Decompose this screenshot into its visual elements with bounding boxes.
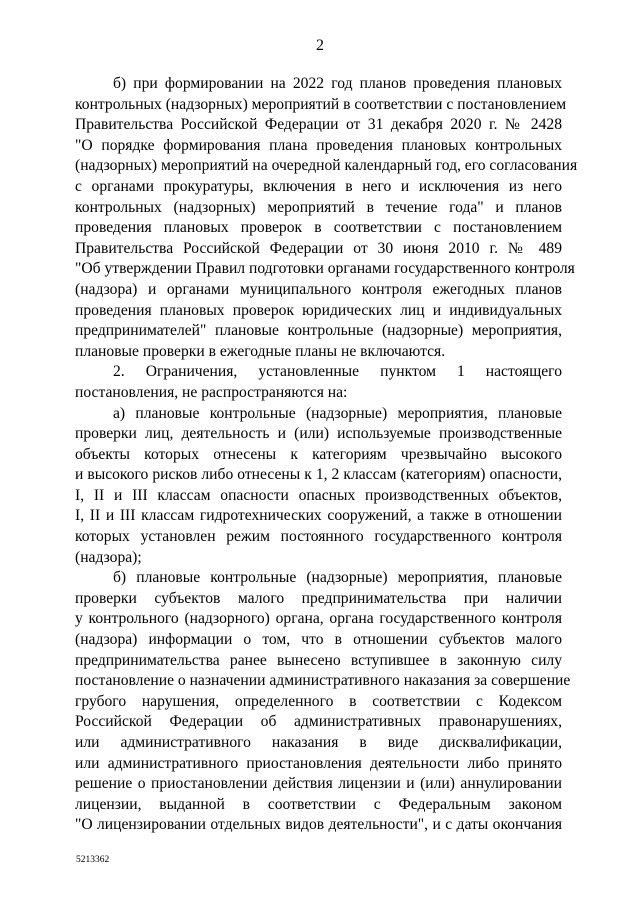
text-line: проверки субъектов малого предпринимательства при наличии [75,589,562,607]
text-line: (надзора) и органами муниципального контроля ежегодных планов [75,280,562,298]
text-line: (надзорных) мероприятий на очередной календарный год, его согласования [75,157,578,175]
text-line: б) плановые контрольные (надзорные) мероприятия, плановые [113,569,562,587]
text-line: и высокого рисков либо отнесены к 1, 2 классам (категориям) опасности, [75,466,562,484]
text-line: лицензии, выданной в соответствии с Федеральным законом [75,795,562,813]
document-code: 5213362 [76,855,110,865]
text-line: Правительства Российской Федерации от 30 июня 2010 г. № 489 [75,239,562,257]
text-line: предпринимателей" плановые контрольные (надзорные) мероприятия, [75,322,562,340]
text-line: Правительства Российской Федерации от 31 декабря 2020 г. № 2428 [75,116,562,134]
text-line: б) при формировании на 2022 год планов проведения плановых [113,75,562,92]
text-line: постановление о назначении административного наказания за совершение [75,672,571,690]
text-line: или административного наказания в виде дисквалификации, [75,734,562,751]
text-line: проведения плановых проверок юридических лиц и индивидуальных [75,301,562,319]
text-line: или административного приостановления деятельности либо принято [75,754,562,772]
text-line: постановления, не распространяются на: [75,383,348,401]
paragraph-2b-small-business [75,568,571,836]
text-line: (надзора) информации о том, что в отношении субъектов малого [75,631,562,649]
text-line: I, II и III классам опасности опасных производственных объектов, [75,486,562,504]
text-line: проверки лиц, деятельность и (или) используемые производственные [75,425,562,443]
text-line: I, II и III классам гидротехнических сооружений, а также в отношении [75,507,562,525]
text-line: проведения плановых проверок в соответствии с постановлением [75,219,562,237]
text-line: которых установлен режим постоянного государственного контроля [75,528,562,546]
text-line: а) плановые контрольные (надзорные) мероприятия, плановые [113,404,562,422]
text-line: контрольных (надзорных) мероприятий в соответствии с постановлением [75,95,567,113]
text-line: предпринимательства ранее вынесено вступившее в законную силу [75,651,562,669]
text-line: плановые проверки в ежегодные планы не включаются. [75,342,446,360]
text-line: грубого нарушения, определенного в соответствии с Кодексом [75,692,562,710]
paragraph-2-restrictions [75,362,562,403]
text-line: объекты которых отнесены к категориям чрезвычайно высокого [75,445,562,463]
text-line: (надзора); [75,548,142,566]
text-line: "Об утверждении Правил подготовки органами государственного контроля [75,260,575,278]
text-line: "О лицензировании отдельных видов деятельности", и с даты окончания [75,816,562,834]
document-body [75,74,578,836]
text-line: у контрольного (надзорного) органа, органа государственного контроля [75,610,562,628]
page-number: 2 [316,37,324,54]
paragraph-2a-high-risk [75,404,562,569]
text-line: решение о приостановлении действия лицензии и (или) аннулировании [75,775,562,793]
text-line: контрольных (надзорных) мероприятий в течение года" и планов [75,198,562,216]
text-line: 2. Ограничения, установленные пунктом 1 настоящего [113,363,562,381]
text-line: с органами прокуратуры, включения в него и исключения из него [75,177,562,195]
paragraph-1b-planning [75,74,578,362]
text-line: "О порядке формирования плана проведения плановых контрольных [75,136,562,154]
text-line: Российской Федерации об административных правонарушениях, [75,713,562,731]
